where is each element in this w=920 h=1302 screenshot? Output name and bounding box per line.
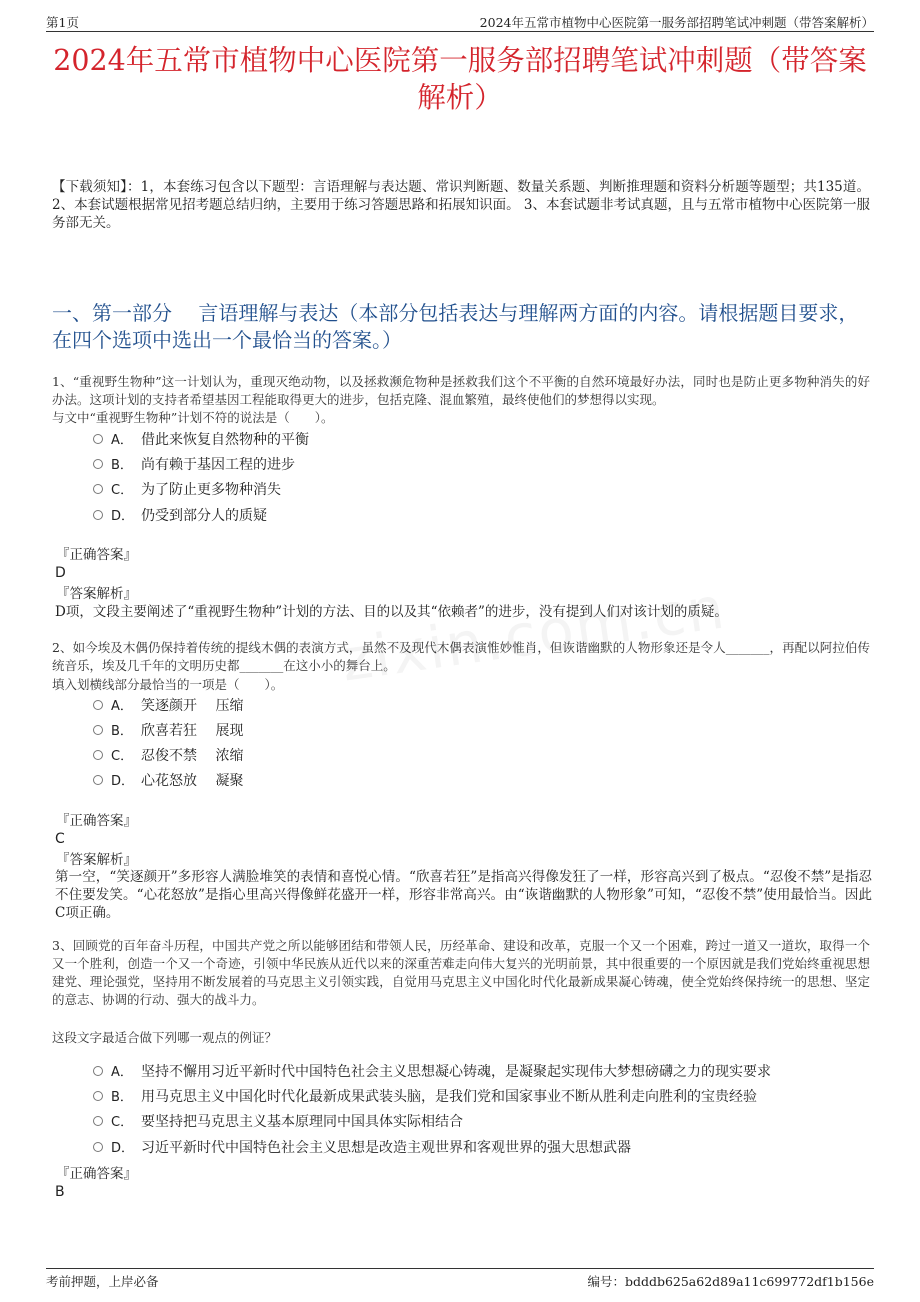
question-3-option-d[interactable]: D． 习近平新时代中国特色社会主义思想是改造主观世界和客观世界的强大思想武器 [93,1139,631,1158]
radio-icon[interactable] [93,510,103,520]
footer-slogan: 考前押题，上岸必备 [46,1274,159,1289]
radio-icon[interactable] [93,775,103,785]
section-heading: 一、第一部分 言语理解与表达（本部分包括表达与理解两方面的内容。请根据题目要求，在四个选项中选出一个最恰当的答案。） [52,301,859,352]
question-2-stem: 2、如今埃及木偶仍保持着传统的提线木偶的表演方式，虽然不及现代木偶表演惟妙惟肖，但诙谐幽默的人物形象还是令人_______，再配以阿拉伯传统音乐，埃及几千年的文明历史都_______在这小小的舞台上。 [52,640,870,673]
radio-icon[interactable] [93,1142,103,1152]
question-2-option-a[interactable]: A． 笑逐颜开 压缩 [93,697,243,716]
question-1-option-c[interactable]: C． 为了防止更多物种消失 [93,481,281,500]
answer-label: 『正确答案』 [56,547,137,563]
question-2-option-c[interactable]: C． 忍俊不禁 浓缩 [93,747,243,766]
question-2-prompt: 填入划横线部分最恰当的一项是（ ）。 [52,677,284,692]
footer-serial: 编号：bdddb625a62d89a11c699772df1b156e [587,1274,874,1289]
question-1-prompt: 与文中“重视野生物种”计划不符的说法是（ ）。 [52,410,334,425]
question-2-answer: C [55,831,65,847]
question-1-answer: D [55,565,66,581]
answer-label: 『正确答案』 [56,1166,137,1182]
radio-icon[interactable] [93,1066,103,1076]
page-footer [46,1268,874,1289]
question-1-stem: 1、“重视野生物种”这一计划认为，重现灭绝动物，以及拯救濒危物种是拯救我们这个不平衡的自然环境最好办法，同时也是防止更多物种消失的好办法。这项计划的支持者希望基因工程能取得更大的进步，包括克隆、混血繁殖，最终使他们的梦想得以实现。 [52,374,870,407]
radio-icon[interactable] [93,725,103,735]
radio-icon[interactable] [93,1091,103,1101]
page-number: 第1页 [46,15,79,30]
question-3-answer: B [55,1184,65,1200]
question-3-option-b[interactable]: B． 用马克思主义中国化时代化最新成果武装头脑，是我们党和国家事业不断从胜利走向胜利的宝贵经验 [93,1088,757,1107]
question-1-option-b[interactable]: B． 尚有赖于基因工程的进步 [93,456,295,475]
header-doc-title: 2024年五常市植物中心医院第一服务部招聘笔试冲刺题（带答案解析） [479,15,874,30]
question-1-option-d[interactable]: D． 仍受到部分人的质疑 [93,507,267,526]
page-header [46,11,874,32]
question-3-option-c[interactable]: C． 要坚持把马克思主义基本原理同中国具体实际相结合 [93,1113,463,1132]
answer-label: 『正确答案』 [56,813,137,829]
question-3-option-a[interactable]: A． 坚持不懈用习近平新时代中国特色社会主义思想凝心铸魂，是凝聚起实现伟大梦想磅礴之力的现实要求 [93,1063,771,1082]
question-2-option-d[interactable]: D． 心花怒放 凝聚 [93,772,243,791]
radio-icon[interactable] [93,434,103,444]
question-2-analysis: 第一空，“笑逐颜开”多形容人满脸堆笑的表情和喜悦心情。“欣喜若狂”是指高兴得像发狂了一样，形容高兴到了极点。“忍俊不禁”是指忍不住要发笑。“心花怒放”是指心里高兴得像鲜花盛开一样，形容非常高兴。由“诙谐幽默的人物形象”可知，“忍俊不禁”使用最恰当。因此C项正确。 [55,869,872,921]
radio-icon[interactable] [93,700,103,710]
document-title: 2024年五常市植物中心医院第一服务部招聘笔试冲刺题（带答案解析） [53,44,867,114]
question-2-option-b[interactable]: B． 欣喜若狂 展现 [93,722,243,741]
download-notice: 【下载须知】：1，本套练习包含以下题型：言语理解与表达题、常识判断题、数量关系题、判断推理题和资料分析题等题型；共135道。 2、本套试题根据常见招考题总结归纳，主要用于练习答题思路和拓展知识面。 3、本套试题非考试真题，且与五常市植物中心医院第一服务部无关。 [52,179,870,231]
radio-icon[interactable] [93,484,103,494]
question-3-prompt: 这段文字最适合做下列哪一观点的例证？ [52,1030,278,1045]
analysis-label: 『答案解析』 [56,586,137,602]
question-3-stem: 3、回顾党的百年奋斗历程，中国共产党之所以能够团结和带领人民，历经革命、建设和改革，克服一个又一个困难，跨过一道又一道坎，取得一个又一个胜利，创造一个又一个奇迹，引领中华民族从近代以来的深重苦难走向伟大复兴的光明前景，其中很重要的一个原因就是我们党始终重视思想建党、理论强党，坚持用不断发展着的马克思主义引领实践，自觉用马克思主义中国化时代化最新成果凝心铸魂，使全党始终保持统一的思想、坚定的意志、协调的行动、强大的战斗力。 [52,938,870,1007]
analysis-label: 『答案解析』 [56,852,137,868]
radio-icon[interactable] [93,750,103,760]
radio-icon[interactable] [93,1116,103,1126]
question-1-analysis: D项，文段主要阐述了“重视野生物种”计划的方法、目的以及其“依赖者”的进步，没有提到人们对该计划的质疑。 [55,604,728,620]
question-1-option-a[interactable]: A． 借此来恢复自然物种的平衡 [93,431,309,450]
radio-icon[interactable] [93,459,103,469]
